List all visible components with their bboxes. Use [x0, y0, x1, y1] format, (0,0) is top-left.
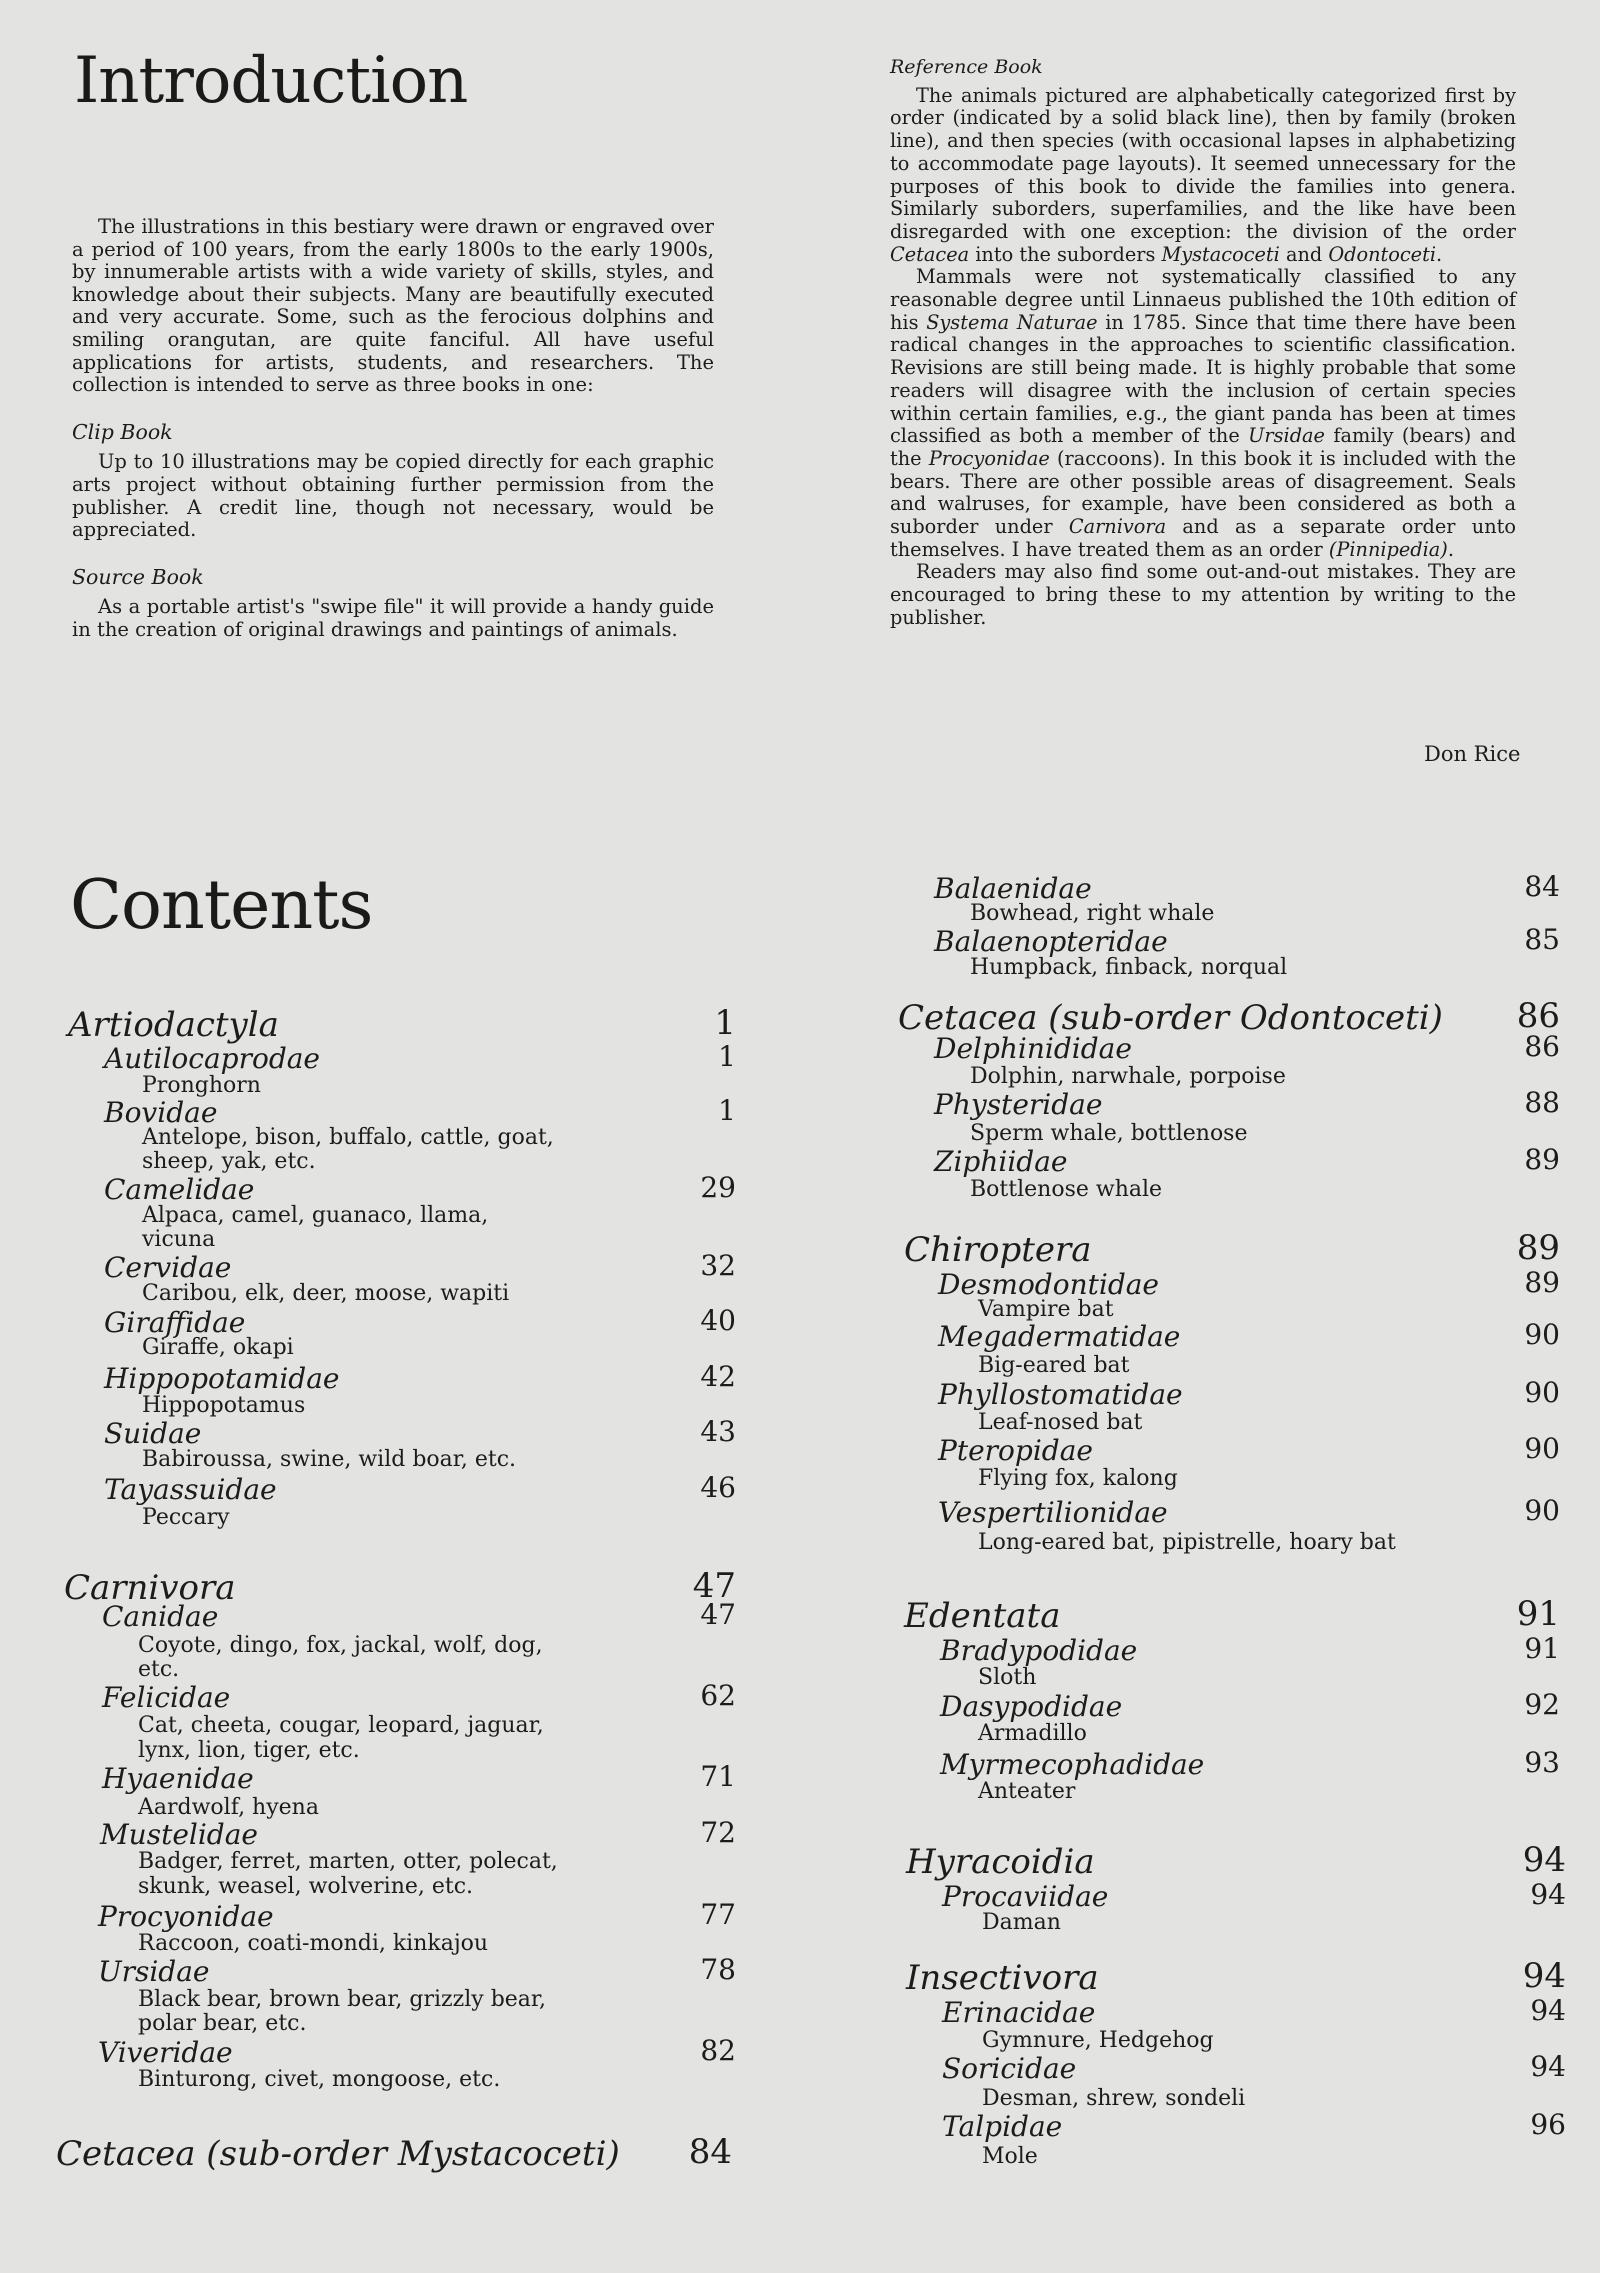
toc-family-name: Ziphiidae	[934, 1145, 1068, 1178]
toc-page-number: 1	[714, 1003, 736, 1043]
ref-taxon: Procyonidae	[928, 446, 1050, 470]
toc-page-number: 85	[1524, 923, 1560, 956]
toc-desc-text: skunk, weasel, wolverine, etc.	[138, 1874, 474, 1899]
toc-desc-text: Raccoon, coati-mondi, kinkajou	[138, 1931, 489, 1956]
ref-taxon: Mystacoceti	[1161, 242, 1280, 266]
toc-family-name: Canidae	[102, 1600, 219, 1633]
toc-family-name: Procaviidae	[942, 1880, 1109, 1913]
toc-order-name: Hyracoidia	[906, 1842, 1095, 1882]
toc-desc-text: Dolphin, narwhale, porpoise	[970, 1064, 1286, 1089]
toc-desc-text: Giraffe, okapi	[142, 1335, 294, 1360]
toc-desc-text: Cat, cheeta, cougar, leopard, jaguar,	[138, 1713, 544, 1738]
toc-family-name: Felicidae	[102, 1681, 231, 1714]
ref-text: and as a separate order unto themselves. I have treated them as an order	[890, 515, 1516, 561]
toc-order-name: Chiroptera	[904, 1230, 1092, 1270]
toc-page-number: 90	[1524, 1318, 1560, 1351]
toc-page-number: 1	[718, 1040, 736, 1073]
toc-page-number: 84	[1524, 870, 1560, 903]
contents-title: Contents	[70, 866, 373, 945]
toc-family-name: Desmodontidae	[938, 1268, 1160, 1301]
toc-page-number: 72	[700, 1816, 736, 1849]
reference-paragraph-1	[890, 85, 1516, 267]
source-book-text: As a portable artist's "swipe file" it will provide a handy guide in the creation of original drawings and paintings of animals.	[72, 595, 714, 641]
ref-text: (raccoons). In this book it is included with the bears. There are other possible areas of disagreement. Seals and walruses, for example, have been considered as both a suborder under	[890, 446, 1516, 539]
ref-taxon: (Pinnipedia)	[1328, 537, 1448, 561]
toc-page-number: 89	[1524, 1143, 1560, 1176]
toc-order-name: Cetacea (sub-order Mystacoceti)	[56, 2134, 620, 2174]
ref-taxon: Ursidae	[1248, 424, 1325, 448]
ref-text: into the suborders	[969, 242, 1162, 266]
toc-page-number: 94	[1530, 1994, 1566, 2027]
toc-family-name: Suidae	[104, 1417, 202, 1450]
toc-family-name: Procyonidae	[98, 1900, 274, 1933]
toc-desc-text: Bottlenose whale	[970, 1177, 1163, 1202]
toc-order-name: Carnivora	[64, 1568, 236, 1608]
toc-page-number: 1	[718, 1094, 736, 1127]
toc-desc-text: Caribou, elk, deer, moose, wapiti	[142, 1281, 510, 1306]
toc-page-number: 94	[1522, 1840, 1566, 1880]
toc-family-name: Phyllostomatidae	[938, 1378, 1183, 1411]
toc-page-number: 86	[1524, 1030, 1560, 1063]
toc-order-name: Edentata	[904, 1596, 1061, 1636]
introduction-left-column	[72, 216, 714, 642]
toc-page-number: 62	[700, 1679, 736, 1712]
toc-desc-text: Babiroussa, swine, wild boar, etc.	[142, 1447, 517, 1472]
intro-paragraph: The illustrations in this bestiary were drawn or engraved over a period of 100 years, from the early 1800s to the early 1900s, by innumerable artists with a wide variety of skills, styles, and knowledge about their subjects. Many are beautifully executed and very accurate. Some, such as the ferocious dolphins and smiling orangutan, are quite fanciful. All have useful applications for artists, students, and researchers. The collection is intended to serve as three books in one:	[72, 215, 714, 397]
toc-desc-text: Leaf-nosed bat	[978, 1410, 1143, 1435]
toc-desc-text: Sperm whale, bottlenose	[970, 1121, 1248, 1146]
toc-family-name: Physteridae	[934, 1088, 1103, 1121]
toc-family-name: Vespertilionidae	[938, 1496, 1168, 1529]
ref-text: in 1785. Since that time there have been radical changes in the approaches to scientific classification. Revisions are still being made. It is highly probable that some readers will disagree with the inclusion of certain species within certain families, e.g., the giant panda has been at times classified as both a member of the	[890, 310, 1517, 448]
toc-desc-text: Daman	[982, 1910, 1061, 1935]
toc-page-number: 94	[1522, 1956, 1566, 1996]
ref-text: The animals pictured are alphabetically categorized first by order (indicated by a solid black line), then by family (broken line), and then species (with occasional lapses in alphabetizing to accommodate page layouts). It seemed unnecessary for the purposes of this book to divide the families into genera. Similarly suborders, superfamilies, and the like have been disregarded with one exception: the division of the order	[890, 83, 1516, 243]
toc-family-name: Bradypodidae	[940, 1634, 1138, 1667]
toc-family-name: Cervidae	[104, 1251, 232, 1284]
toc-desc-text: Mole	[982, 2144, 1038, 2169]
toc-order-name: Cetacea (sub-order Odontoceti)	[898, 998, 1443, 1038]
toc-family-name: Bovidae	[104, 1096, 218, 1129]
reference-paragraph-2	[890, 266, 1516, 561]
toc-page-number: 86	[1516, 996, 1560, 1036]
toc-family-name: Giraffidae	[104, 1306, 246, 1339]
toc-desc-text: Humpback, finback, norqual	[970, 955, 1288, 980]
toc-page-number: 96	[1530, 2108, 1566, 2141]
toc-page-number: 94	[1530, 2050, 1566, 2083]
toc-desc-text: Sloth	[978, 1665, 1037, 1690]
ref-taxon: Carnivora	[1068, 515, 1167, 539]
toc-family-name: Megadermatidae	[938, 1320, 1181, 1353]
clip-book-label: Clip Book	[72, 419, 173, 444]
toc-desc-text: etc.	[138, 1657, 180, 1682]
toc-page-number: 91	[1524, 1632, 1560, 1665]
ref-title: Systema Naturae	[926, 310, 1098, 334]
toc-page-number: 89	[1516, 1228, 1560, 1268]
toc-desc-text: Flying fox, kalong	[978, 1466, 1178, 1491]
toc-desc-text: lynx, lion, tiger, etc.	[138, 1738, 360, 1763]
toc-desc-text: Big-eared bat	[978, 1353, 1130, 1378]
toc-family-name: Dasypodidae	[940, 1690, 1123, 1723]
ref-text: .	[1447, 537, 1454, 561]
toc-order-name: Artiodactyla	[68, 1005, 279, 1045]
toc-page-number: 92	[1524, 1688, 1560, 1721]
toc-family-name: Ursidae	[98, 1955, 210, 1988]
toc-desc-text: Hippopotamus	[142, 1393, 306, 1418]
reference-paragraph-3: Readers may also find some out-and-out mistakes. They are encouraged to bring these to my attention by writing to the publisher.	[890, 560, 1516, 629]
toc-desc-text: polar bear, etc.	[138, 2011, 307, 2036]
ref-text: .	[1436, 242, 1443, 266]
ref-text: Mammals were not systematically classified to any reasonable degree until Linnaeus published the 10th edition of his	[890, 265, 1516, 334]
toc-desc-text: Binturong, civet, mongoose, etc.	[138, 2067, 501, 2092]
toc-desc-text: Aardwolf, hyena	[138, 1795, 319, 1820]
toc-page-number: 93	[1524, 1746, 1560, 1779]
toc-desc-text: Bowhead, right whale	[970, 901, 1215, 926]
reference-book-label: Reference Book	[890, 56, 1043, 78]
toc-family-name: Erinacidae	[942, 1996, 1096, 2029]
toc-desc-text: Peccary	[142, 1505, 230, 1530]
toc-page-number: 82	[700, 2034, 736, 2067]
ref-text: family (bears) and the	[890, 424, 1516, 470]
toc-desc-text: Black bear, brown bear, grizzly bear,	[138, 1987, 546, 2012]
toc-desc-text: Coyote, dingo, fox, jackal, wolf, dog,	[138, 1633, 543, 1658]
toc-page-number: 32	[700, 1249, 736, 1282]
toc-desc-text: Desman, shrew, sondeli	[982, 2086, 1246, 2111]
toc-desc-text: Long-eared bat, pipistrelle, hoary bat	[978, 1530, 1396, 1555]
toc-desc-text: vicuna	[142, 1227, 216, 1252]
toc-page-number: 84	[688, 2132, 732, 2172]
toc-desc-text: Antelope, bison, buffalo, cattle, goat,	[142, 1125, 554, 1150]
toc-page-number: 88	[1524, 1086, 1560, 1119]
toc-page-number: 47	[700, 1598, 736, 1631]
author-signature: Don Rice	[1424, 742, 1521, 766]
toc-page-number: 91	[1516, 1594, 1560, 1634]
toc-desc-text: Badger, ferret, marten, otter, polecat,	[138, 1849, 558, 1874]
toc-desc-text: Pronghorn	[142, 1073, 261, 1098]
ref-taxon: Odontoceti	[1328, 242, 1437, 266]
introduction-title: Introduction	[74, 44, 468, 118]
toc-desc-text: Vampire bat	[978, 1297, 1114, 1322]
toc-family-name: Balaenopteridae	[934, 925, 1168, 958]
toc-page-number: 29	[700, 1171, 736, 1204]
toc-page-number: 46	[700, 1471, 736, 1504]
toc-page-number: 71	[700, 1760, 736, 1793]
toc-family-name: Delphinididae	[934, 1032, 1132, 1065]
toc-family-name: Tayassuidae	[104, 1473, 277, 1506]
toc-page-number: 40	[700, 1304, 736, 1337]
toc-page-number: 47	[692, 1566, 736, 1606]
toc-family-name: Pteropidae	[938, 1434, 1093, 1467]
toc-page-number: 77	[700, 1898, 736, 1931]
toc-desc-text: Anteater	[978, 1779, 1076, 1804]
toc-family-name: Mustelidae	[100, 1818, 258, 1851]
toc-page-number: 90	[1524, 1376, 1560, 1409]
ref-taxon: Cetacea	[890, 242, 970, 266]
toc-page-number: 78	[700, 1953, 736, 1986]
toc-page-number: 94	[1530, 1878, 1566, 1911]
toc-desc-text: Alpaca, camel, guanaco, llama,	[142, 1203, 489, 1228]
toc-page-number: 43	[700, 1415, 736, 1448]
toc-family-name: Viveridae	[98, 2036, 233, 2069]
toc-desc-text: sheep, yak, etc.	[142, 1149, 316, 1174]
clip-book-text: Up to 10 illustrations may be copied directly for each graphic arts project without obtaining further permission from the publisher. A credit line, though not necessary, would be appreciated.	[72, 450, 714, 542]
toc-family-name: Hippopotamidae	[104, 1362, 340, 1395]
toc-family-name: Hyaenidae	[102, 1762, 254, 1795]
toc-page-number: 89	[1524, 1266, 1560, 1299]
toc-page-number: 42	[700, 1360, 736, 1393]
toc-page-number: 90	[1524, 1494, 1560, 1527]
ref-text: and	[1279, 242, 1329, 266]
toc-family-name: Camelidae	[104, 1173, 255, 1206]
toc-page-number: 90	[1524, 1432, 1560, 1465]
toc-family-name: Autilocaprodae	[104, 1042, 321, 1075]
toc-family-name: Talpidae	[942, 2110, 1063, 2143]
toc-order-name: Insectivora	[906, 1958, 1099, 1998]
introduction-right-column	[890, 56, 1516, 630]
toc-family-name: Balaenidae	[934, 872, 1092, 905]
source-book-label: Source Book	[72, 564, 204, 589]
toc-desc-text: Armadillo	[978, 1721, 1087, 1746]
toc-family-name: Myrmecophadidae	[940, 1748, 1205, 1781]
toc-family-name: Soricidae	[942, 2052, 1077, 2085]
toc-desc-text: Gymnure, Hedgehog	[982, 2028, 1214, 2053]
